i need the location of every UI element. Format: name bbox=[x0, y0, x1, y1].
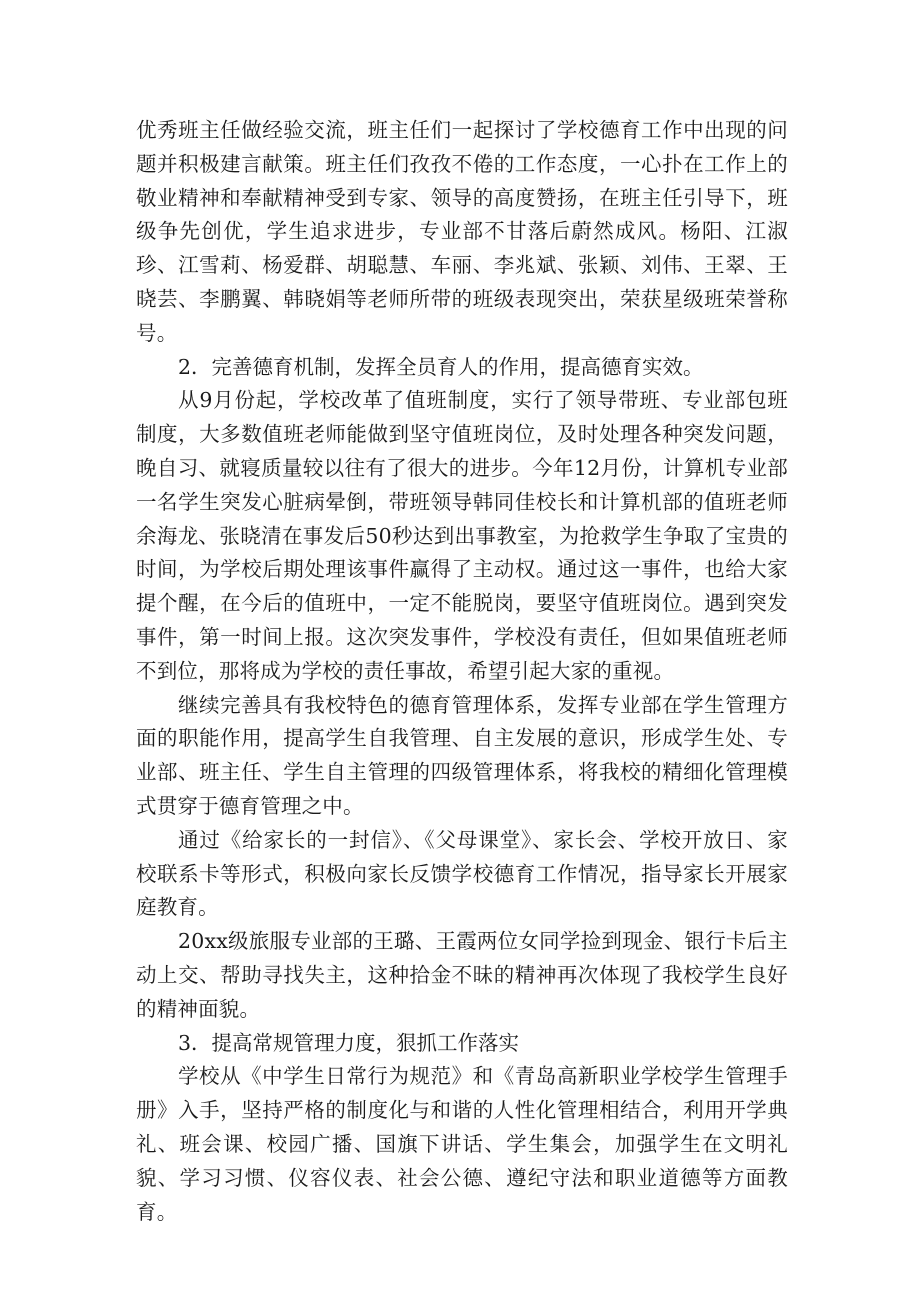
section-heading-2: 2．完善德育机制，发挥全员育人的作用，提高德育实效。 bbox=[178, 354, 704, 379]
paragraph-routine-management: 学校从《中学生日常行为规范》和《青岛高新职业学校学生管理手册》入手，坚持严格的制度化与和谐的人性化管理相结合，利用开学典礼、班会课、校园广播、国旗下讲话、学生集会，加强学生在文明礼貌、学习习惯、仪容仪表、社会公德、遵纪守法和职业道德等方面教育。 bbox=[136, 1064, 788, 1224]
paragraph-student-example: 20xx级旅服专业部的王璐、王霞两位女同学捡到现金、银行卡后主动上交、帮助寻找失主，这种拾金不昧的精神再次体现了我校学生良好的精神面貌。 bbox=[136, 929, 788, 1021]
section-heading-3: 3．提高常规管理力度，狠抓工作落实 bbox=[178, 1030, 520, 1055]
paragraph-parent-feedback: 通过《给家长的一封信》、《父母课堂》、家长会、学校开放日、家校联系卡等形式，积极向家长反馈学校德育工作情况，指导家长开展家庭教育。 bbox=[136, 827, 788, 920]
paragraph-management-system: 继续完善具有我校特色的德育管理体系，发挥专业部在学生管理方面的职能作用，提高学生自我管理、自主发展的意识，形成学生处、专业部、班主任、学生自主管理的四级管理体系，将我校的精细化管理模式贯穿于德育管理之中。 bbox=[136, 692, 788, 818]
document-body bbox=[136, 114, 788, 1229]
paragraph-duty-system: 从9月份起，学校改革了值班制度，实行了领导带班、专业部包班制度，大多数值班老师能做到坚守值班岗位，及时处理各种突发问题，晚自习、就寝质量较以往有了很大的进步。今年12月份，计算机专业部一名学生突发心脏病晕倒，带班领导韩同佳校长和计算机部的值班老师余海龙、张晓清在事发后50秒达到出事教室，为抢救学生争取了宝贵的时间，为学校后期处理该事件赢得了主动权。通过这一事件，也给大家提个醒，在今后的值班中，一定不能脱岗，要坚守值班岗位。遇到突发事件，第一时间上报。这次突发事件，学校没有责任，但如果值班老师不到位，那将成为学校的责任事故，希望引起大家的重视。 bbox=[136, 388, 788, 683]
paragraph-continuation: 优秀班主任做经验交流，班主任们一起探讨了学校德育工作中出现的问题并积极建言献策。班主任们孜孜不倦的工作态度，一心扑在工作上的敬业精神和奉献精神受到专家、领导的高度赞扬，在班主任引导下，班级争先创优，学生追求进步，专业部不甘落后蔚然成风。杨阳、江淑珍、江雪莉、杨爱群、胡聪慧、车丽、李兆斌、张颖、刘伟、王翠、王晓芸、李鹏翼、韩晓娟等老师所带的班级表现突出，荣获星级班荣誉称号。 bbox=[136, 118, 788, 345]
